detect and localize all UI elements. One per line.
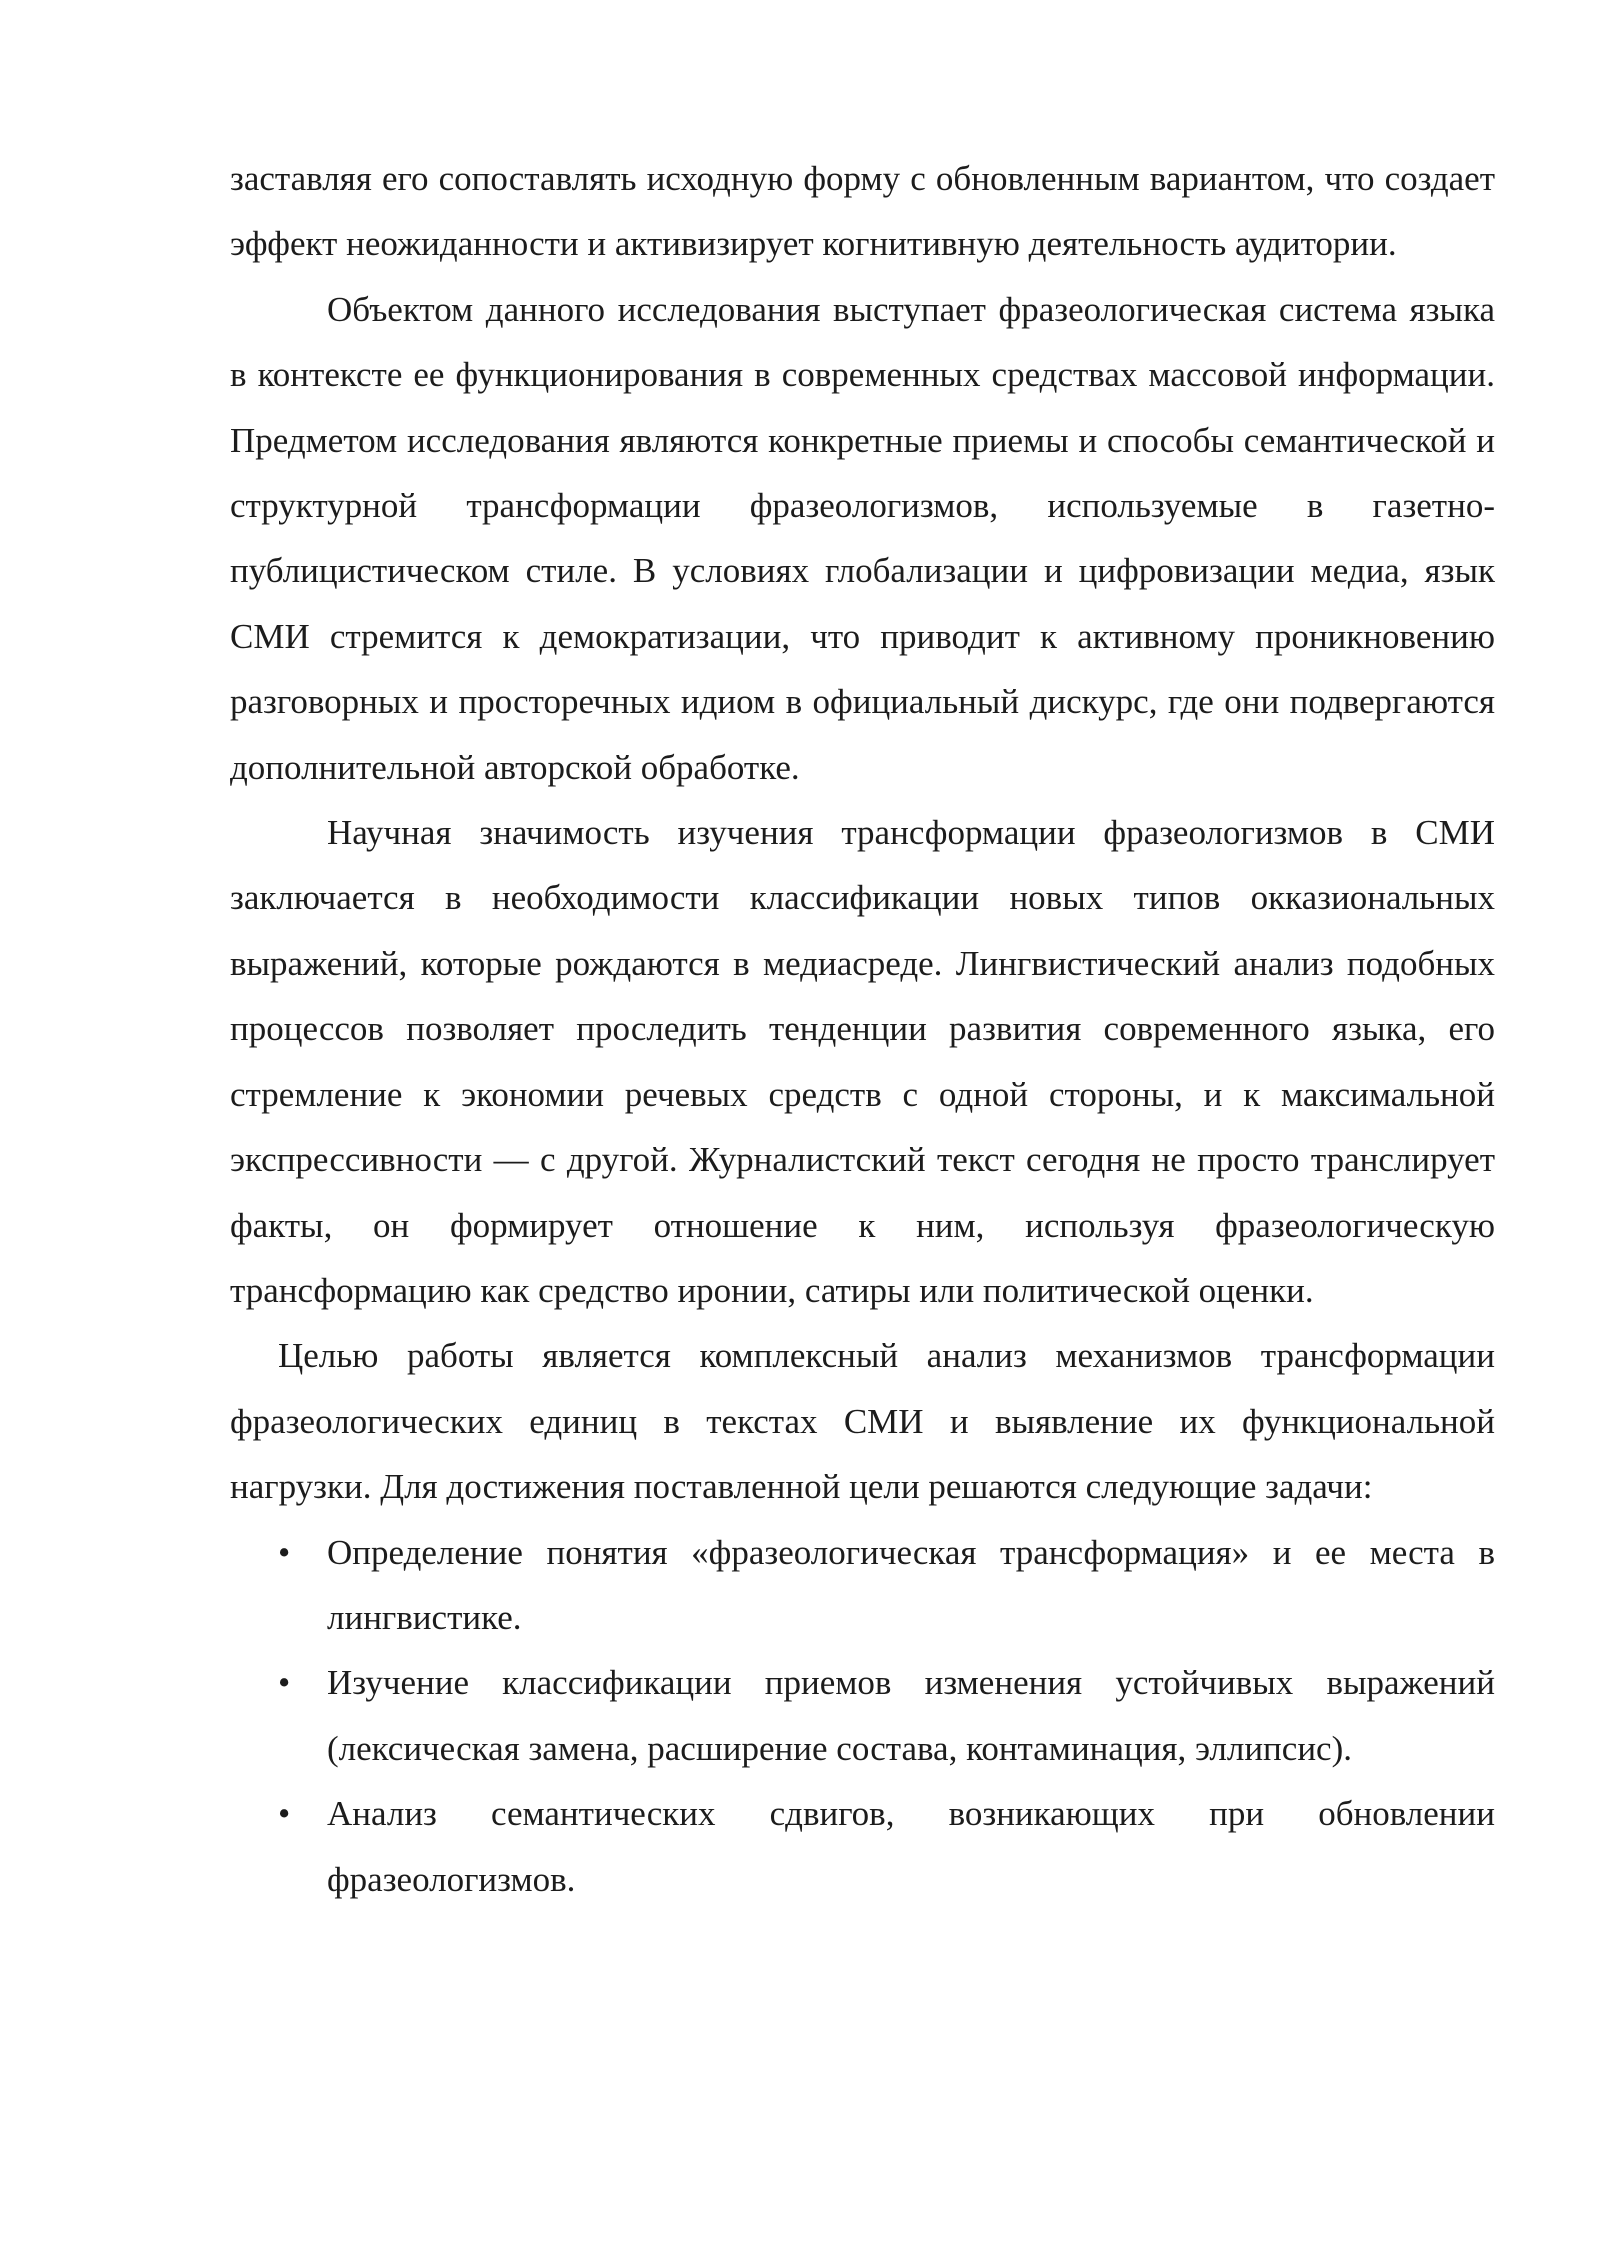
task-text: Анализ семантических сдвигов, возникающих при обновлении фразеологизмов. xyxy=(327,1794,1495,1899)
paragraph-continuation: заставляя его сопоставлять исходную форму с обновленным вариантом, что создает эффект неожиданности и активизирует когнитивную деятельность аудитории. xyxy=(230,159,1495,264)
paragraph-scientific-significance: Научная значимость изучения трансформации фразеологизмов в СМИ заключается в необходимости классификации новых типов окказиональных выражений, которые рождаются в медиасреде. Лингвистический анализ подобных процессов позволяет проследить тенденции развития современного языка, его стремление к экономии речевых средств с одной стороны, и к максимальной экспрессивности — с другой. Журналистский текст сегодня не просто транслирует факты, он формирует отношение к ним, используя фразеологическую трансформацию как средство иронии, сатиры или политической оценки. xyxy=(230,813,1495,1310)
document-body xyxy=(230,146,1495,1912)
task-list-item xyxy=(230,1650,1495,1781)
bullet-icon: • xyxy=(278,1532,291,1572)
task-list xyxy=(230,1520,1495,1912)
paragraph-research-object: Объектом данного исследования выступает фразеологическая система языка в контексте ее функционирования в современных средствах массовой информации. Предметом исследования являются конкретные приемы и способы семантической и структурной трансформации фразеологизмов, используемые в газетно-публицистическом стиле. В условиях глобализации и цифровизации медиа, язык СМИ стремится к демократизации, что приводит к активному проникновению разговорных и просторечных идиом в официальный дискурс, где они подвергаются дополнительной авторской обработке. xyxy=(230,289,1495,787)
bullet-icon: • xyxy=(278,1794,291,1834)
task-list-item xyxy=(230,1520,1495,1651)
bullet-icon: • xyxy=(278,1663,291,1703)
task-list-item xyxy=(230,1781,1495,1912)
task-text: Изучение классификации приемов изменения устойчивых выражений (лексическая замена, расширение состава, контаминация, эллипсис). xyxy=(327,1663,1495,1768)
paragraph-research-goal: Целью работы является комплексный анализ механизмов трансформации фразеологических единиц в текстах СМИ и выявление их функциональной нагрузки. Для достижения поставленной цели решаются следующие задачи: xyxy=(230,1336,1495,1507)
task-text: Определение понятия «фразеологическая трансформация» и ее места в лингвистике. xyxy=(327,1532,1495,1637)
